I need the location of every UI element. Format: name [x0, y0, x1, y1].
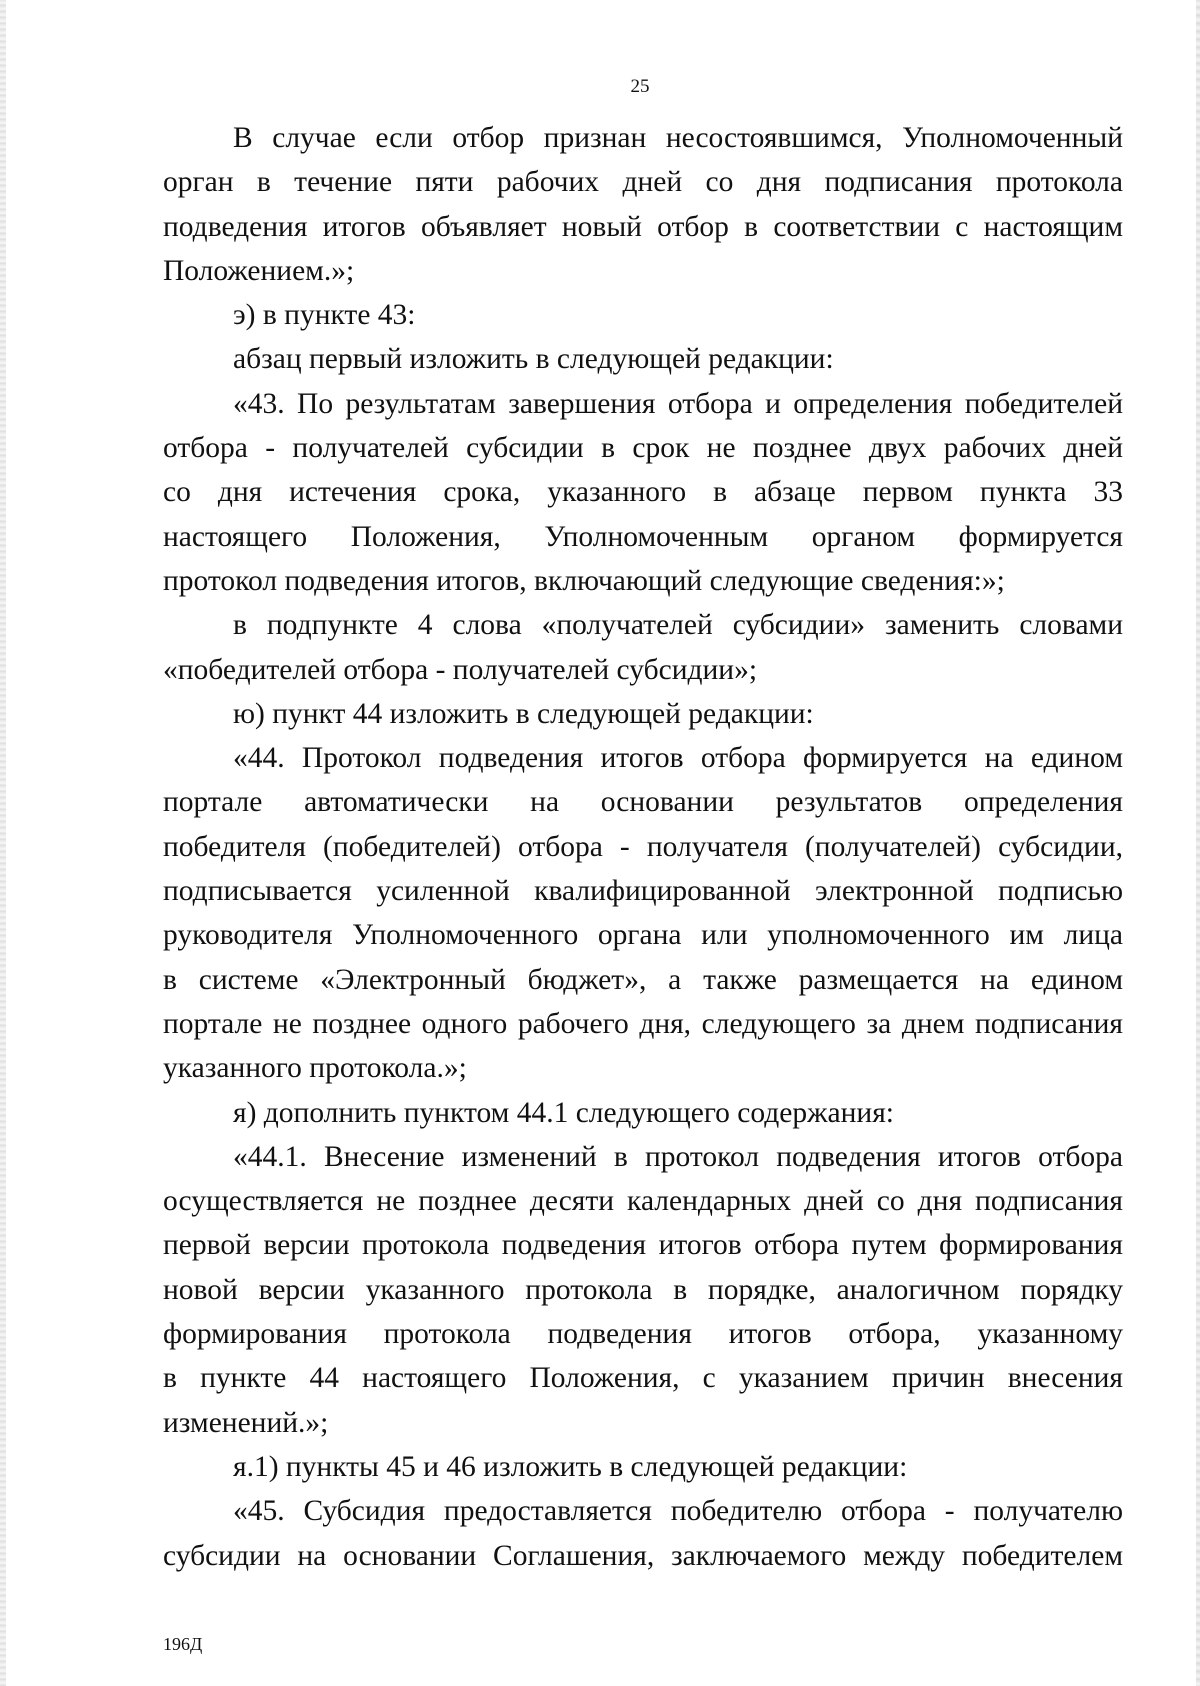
text-line: указанного протокола.»; [163, 1052, 467, 1085]
document-code: 196Д [163, 1634, 203, 1654]
text-line: субсидии на основании Соглашения, заключаемого между победителем [163, 1539, 1123, 1572]
text-line: «43. По результатам завершения отбора и определения победителей [233, 387, 1123, 420]
text-line: со дня истечения срока, указанного в абзаце первом пункта 33 [163, 476, 1123, 509]
paragraph [163, 1445, 1123, 1489]
paragraph [163, 382, 1123, 603]
text-line: руководителя Уполномоченного органа или уполномоченного им лица [163, 919, 1123, 952]
text-line: «44. Протокол подведения итогов отбора формируется на едином [233, 742, 1123, 775]
text-line: победителя (победителей) отбора - получателя (получателей) субсидии, [163, 830, 1123, 863]
text-line: Положением.»; [163, 254, 355, 287]
text-line: «45. Субсидия предоставляется победителю отбора - получателю [233, 1495, 1123, 1528]
text-line: в подпункте 4 слова «получателей субсидии» заменить словами [233, 609, 1123, 642]
text-line: орган в течение пяти рабочих дней со дня подписания протокола [163, 166, 1123, 199]
text-line: в пункте 44 настоящего Положения, с указанием причин внесения [163, 1362, 1123, 1395]
document-body [163, 116, 1123, 1578]
text-line: В случае если отбор признан несостоявшимся, Уполномоченный [233, 122, 1123, 154]
text-line: формирования протокола подведения итогов отбора, указанному [163, 1318, 1123, 1351]
paragraph [163, 603, 1123, 692]
text-line: подписывается усиленной квалифицированной электронной подписью [163, 875, 1123, 908]
text-line: абзац первый изложить в следующей редакции: [233, 343, 834, 376]
text-line: в системе «Электронный бюджет», а также размещается на едином [163, 963, 1123, 996]
text-line: изменений.»; [163, 1406, 329, 1439]
text-line: я) дополнить пунктом 44.1 следующего содержания: [233, 1096, 894, 1129]
text-line: портале автоматически на основании результатов определения [163, 786, 1123, 819]
paragraph [163, 116, 1123, 293]
paragraph [163, 337, 1123, 381]
paragraph [163, 1489, 1123, 1578]
paragraph [163, 293, 1123, 337]
text-line: э) в пункте 43: [233, 299, 416, 332]
scan-edge-left [0, 0, 6, 1686]
paragraph [163, 1135, 1123, 1445]
paragraph [163, 1091, 1123, 1135]
paragraph [163, 736, 1123, 1090]
text-line: осуществляется не позднее десяти календарных дней со дня подписания [163, 1185, 1123, 1218]
text-line: настоящего Положения, Уполномоченным органом формируется [163, 520, 1123, 553]
text-line: ю) пункт 44 изложить в следующей редакции: [233, 697, 814, 730]
text-line: «44.1. Внесение изменений в протокол подведения итогов отбора [233, 1140, 1123, 1173]
paragraph [163, 692, 1123, 736]
text-line: портале не позднее одного рабочего дня, следующего за днем подписания [163, 1007, 1123, 1040]
text-line: протокол подведения итогов, включающий следующие сведения:»; [163, 564, 1005, 597]
text-line: «победителей отбора - получателей субсидии»; [163, 653, 758, 686]
text-line: подведения итогов объявляет новый отбор в соответствии с настоящим [163, 210, 1123, 243]
text-line: первой версии протокола подведения итогов отбора путем формирования [163, 1229, 1123, 1262]
page-number: 25 [630, 76, 650, 97]
text-line: новой версии указанного протокола в порядке, аналогичном порядку [163, 1273, 1123, 1306]
text-line: отбора - получателей субсидии в срок не позднее двух рабочих дней [163, 432, 1123, 465]
text-line: я.1) пункты 45 и 46 изложить в следующей редакции: [233, 1450, 908, 1483]
scan-edge-right [1196, 0, 1200, 1686]
